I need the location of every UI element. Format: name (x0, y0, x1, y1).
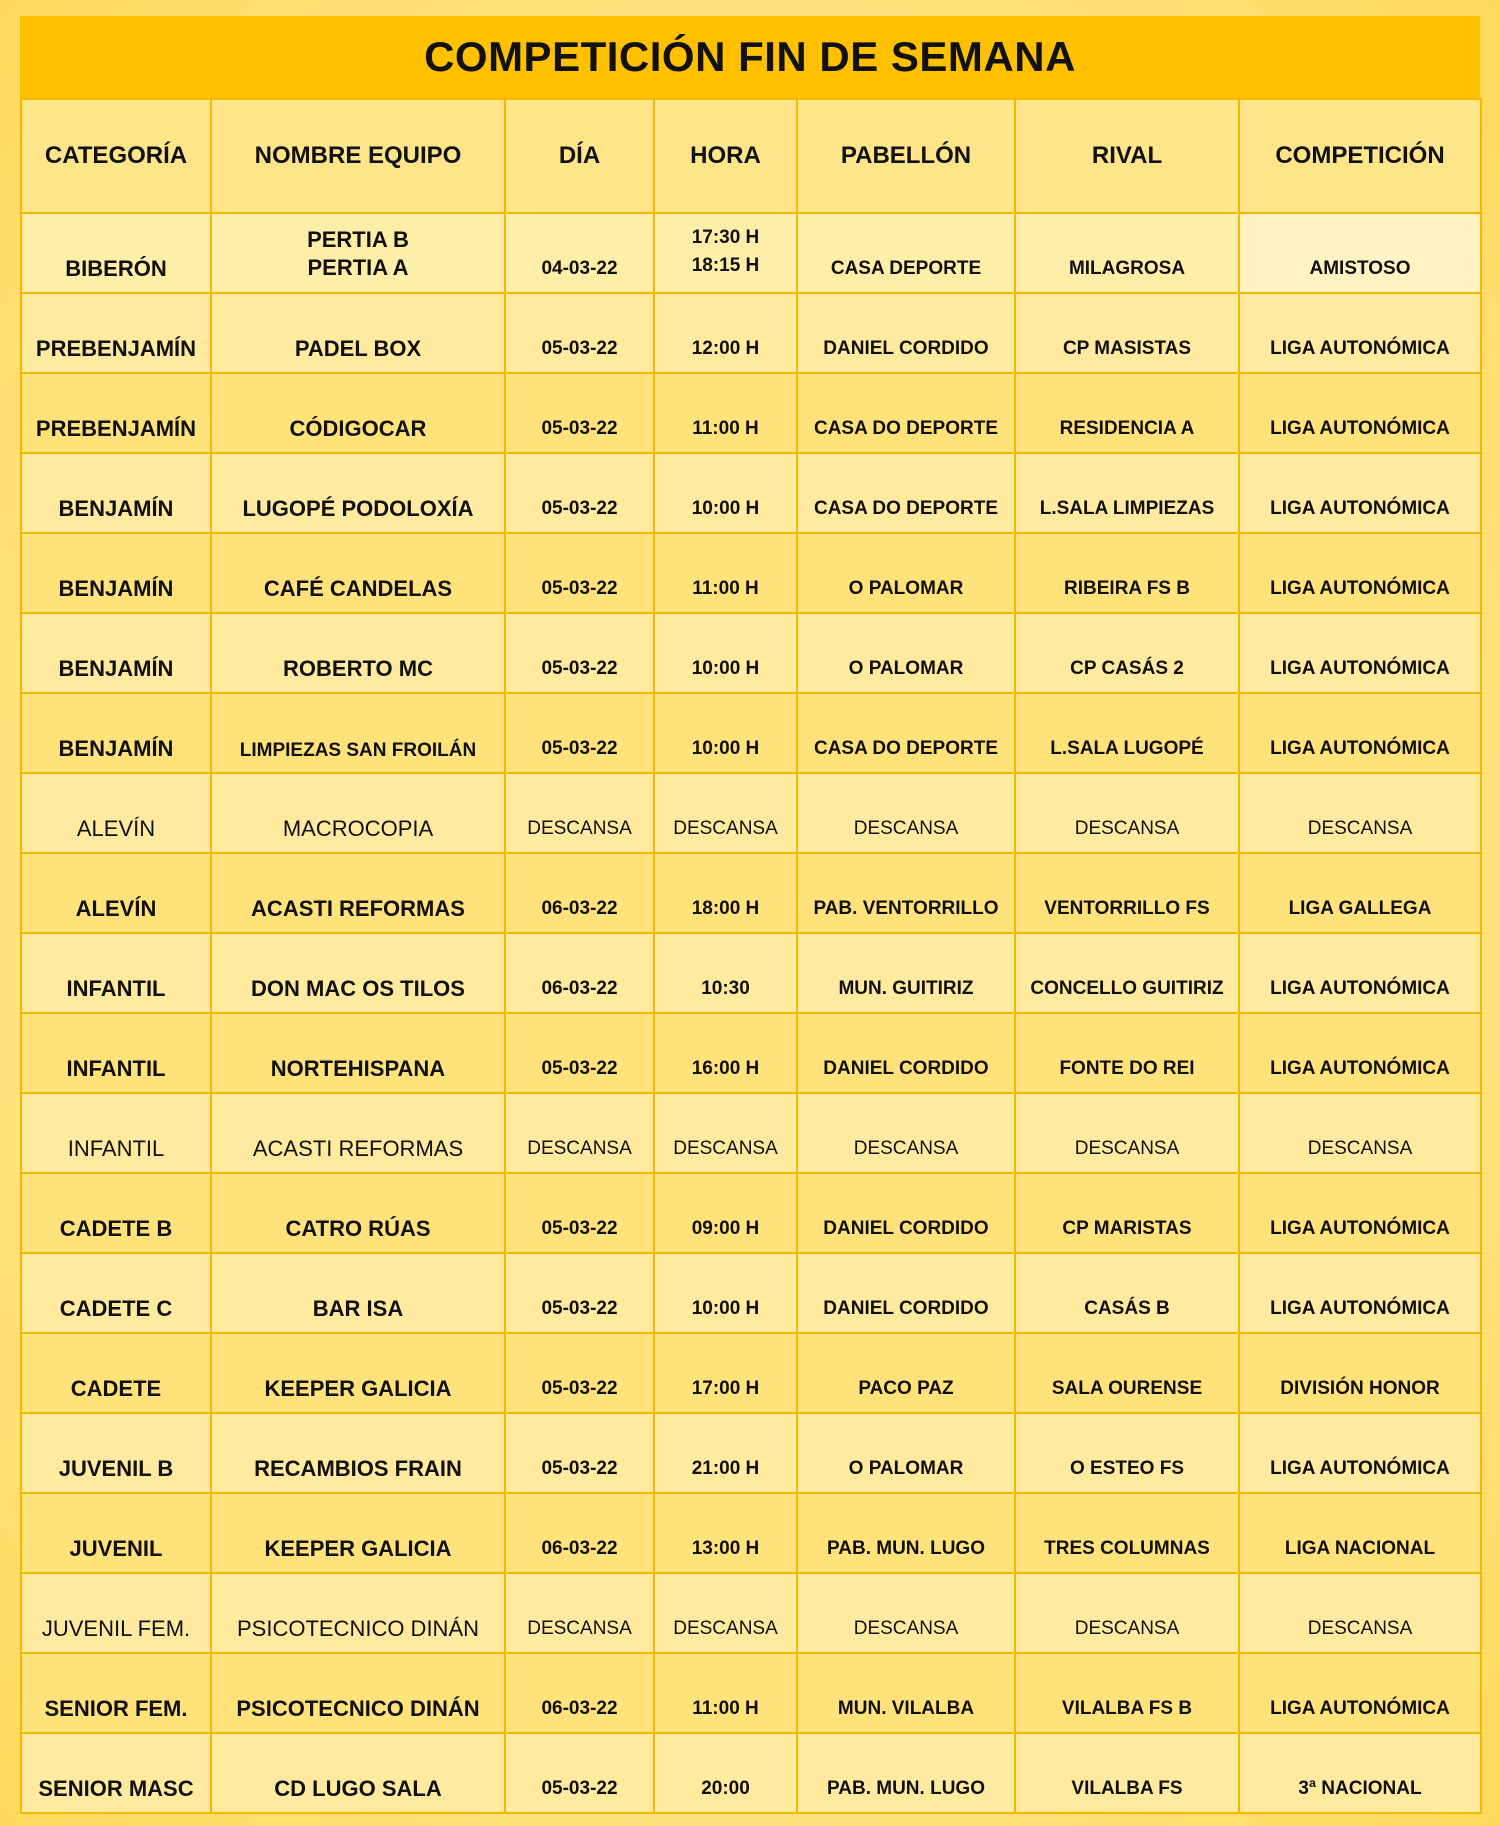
cell-pabellon: DESCANSA (797, 773, 1015, 853)
title-bar (20, 16, 1480, 98)
cell-hora (654, 213, 797, 293)
cell-hora: DESCANSA (654, 773, 797, 853)
page-title: COMPETICIÓN FIN DE SEMANA (424, 33, 1076, 80)
cell-competicion: DESCANSA (1239, 1573, 1481, 1653)
cell-dia: 05-03-22 (505, 1333, 654, 1413)
cell-rival: DESCANSA (1015, 1573, 1239, 1653)
cell-categoria: PREBENJAMÍN (21, 293, 211, 373)
cell-dia: 06-03-22 (505, 1493, 654, 1573)
cell-hora: 11:00 H (654, 1653, 797, 1733)
cell-hora: 17:00 H (654, 1333, 797, 1413)
cell-hora: 09:00 H (654, 1173, 797, 1253)
table-row (21, 373, 1481, 453)
cell-rival: VENTORRILLO FS (1015, 853, 1239, 933)
cell-nombre-equipo: PADEL BOX (211, 293, 505, 373)
cell-pabellon: O PALOMAR (797, 533, 1015, 613)
cell-hora: 10:00 H (654, 613, 797, 693)
table-row (21, 1573, 1481, 1653)
cell-nombre-equipo: CAFÉ CANDELAS (211, 533, 505, 613)
cell-competicion: LIGA AUTONÓMICA (1239, 1653, 1481, 1733)
table-row (21, 293, 1481, 373)
cell-hora: 10:00 H (654, 693, 797, 773)
cell-pabellon: PAB. MUN. LUGO (797, 1733, 1015, 1813)
cell-nombre-equipo: RECAMBIOS FRAIN (211, 1413, 505, 1493)
table-row (21, 213, 1481, 293)
cell-rival: TRES COLUMNAS (1015, 1493, 1239, 1573)
cell-rival: DESCANSA (1015, 1093, 1239, 1173)
cell-hora: DESCANSA (654, 1093, 797, 1173)
cell-competicion: LIGA AUTONÓMICA (1239, 693, 1481, 773)
header-rival: RIVAL (1015, 99, 1239, 213)
cell-hora: 18:00 H (654, 853, 797, 933)
cell-nombre-equipo: CD LUGO SALA (211, 1733, 505, 1813)
table-row (21, 1493, 1481, 1573)
cell-rival: VILALBA FS B (1015, 1653, 1239, 1733)
cell-nombre-equipo (211, 213, 505, 293)
cell-pabellon: DESCANSA (797, 1093, 1015, 1173)
cell-competicion: LIGA AUTONÓMICA (1239, 453, 1481, 533)
cell-categoria: SENIOR MASC (21, 1733, 211, 1813)
cell-hora: DESCANSA (654, 1573, 797, 1653)
cell-nombre-equipo: ACASTI REFORMAS (211, 853, 505, 933)
cell-hora: 16:00 H (654, 1013, 797, 1093)
cell-nombre-equipo: ROBERTO MC (211, 613, 505, 693)
cell-dia: 05-03-22 (505, 1013, 654, 1093)
header-dia: DÍA (505, 99, 654, 213)
cell-categoria: INFANTIL (21, 1093, 211, 1173)
cell-competicion: LIGA AUTONÓMICA (1239, 533, 1481, 613)
cell-pabellon: CASA DO DEPORTE (797, 693, 1015, 773)
cell-rival: FONTE DO REI (1015, 1013, 1239, 1093)
cell-dia: 05-03-22 (505, 1733, 654, 1813)
cell-pabellon: MUN. GUITIRIZ (797, 933, 1015, 1013)
cell-rival: CP CASÁS 2 (1015, 613, 1239, 693)
team-name-line: PERTIA B (307, 227, 409, 252)
cell-nombre-equipo: LUGOPÉ PODOLOXÍA (211, 453, 505, 533)
cell-hora: 21:00 H (654, 1413, 797, 1493)
cell-rival: O ESTEO FS (1015, 1413, 1239, 1493)
table-row (21, 853, 1481, 933)
cell-dia: 05-03-22 (505, 693, 654, 773)
table-row (21, 1253, 1481, 1333)
header-competicion: COMPETICIÓN (1239, 99, 1481, 213)
cell-categoria: PREBENJAMÍN (21, 373, 211, 453)
cell-competicion: LIGA AUTONÓMICA (1239, 1013, 1481, 1093)
cell-pabellon: DANIEL CORDIDO (797, 293, 1015, 373)
cell-categoria: BENJAMÍN (21, 453, 211, 533)
table-row (21, 1173, 1481, 1253)
cell-categoria: JUVENIL (21, 1493, 211, 1573)
table-row (21, 773, 1481, 853)
cell-competicion: DESCANSA (1239, 773, 1481, 853)
hour-line: 17:30 H (691, 227, 760, 248)
cell-categoria: BIBERÓN (21, 213, 211, 293)
cell-pabellon: PACO PAZ (797, 1333, 1015, 1413)
cell-categoria: JUVENIL FEM. (21, 1573, 211, 1653)
cell-rival: SALA OURENSE (1015, 1333, 1239, 1413)
cell-nombre-equipo: BAR ISA (211, 1253, 505, 1333)
cell-pabellon: CASA DO DEPORTE (797, 453, 1015, 533)
cell-hora: 13:00 H (654, 1493, 797, 1573)
cell-dia: 05-03-22 (505, 533, 654, 613)
cell-dia: DESCANSA (505, 1093, 654, 1173)
cell-competicion: LIGA AUTONÓMICA (1239, 1173, 1481, 1253)
cell-nombre-equipo: DON MAC OS TILOS (211, 933, 505, 1013)
cell-rival: CASÁS B (1015, 1253, 1239, 1333)
cell-rival: DESCANSA (1015, 773, 1239, 853)
cell-rival: VILALBA FS (1015, 1733, 1239, 1813)
cell-categoria: ALEVÍN (21, 853, 211, 933)
cell-rival: MILAGROSA (1015, 213, 1239, 293)
table-row (21, 613, 1481, 693)
cell-nombre-equipo: NORTEHISPANA (211, 1013, 505, 1093)
cell-dia: DESCANSA (505, 1573, 654, 1653)
cell-categoria: BENJAMÍN (21, 533, 211, 613)
cell-hora: 20:00 (654, 1733, 797, 1813)
cell-dia: 05-03-22 (505, 1253, 654, 1333)
table-row (21, 1013, 1481, 1093)
cell-nombre-equipo: KEEPER GALICIA (211, 1493, 505, 1573)
schedule-table (20, 98, 1482, 1814)
cell-hora: 11:00 H (654, 533, 797, 613)
cell-categoria: CADETE (21, 1333, 211, 1413)
cell-dia: 05-03-22 (505, 613, 654, 693)
cell-nombre-equipo: PSICOTECNICO DINÁN (211, 1653, 505, 1733)
cell-pabellon: PAB. VENTORRILLO (797, 853, 1015, 933)
cell-pabellon: DANIEL CORDIDO (797, 1253, 1015, 1333)
cell-nombre-equipo: CÓDIGOCAR (211, 373, 505, 453)
header-pabellon: PABELLÓN (797, 99, 1015, 213)
cell-hora: 10:00 H (654, 1253, 797, 1333)
hour-line: 18:15 H (691, 255, 760, 276)
cell-hora: 11:00 H (654, 373, 797, 453)
table-header (21, 99, 1481, 213)
cell-nombre-equipo: KEEPER GALICIA (211, 1333, 505, 1413)
table-row (21, 933, 1481, 1013)
cell-nombre-equipo: CATRO RÚAS (211, 1173, 505, 1253)
cell-competicion: LIGA AUTONÓMICA (1239, 373, 1481, 453)
cell-dia: 05-03-22 (505, 293, 654, 373)
cell-dia: 04-03-22 (505, 213, 654, 293)
cell-categoria: BENJAMÍN (21, 693, 211, 773)
cell-categoria: SENIOR FEM. (21, 1653, 211, 1733)
cell-competicion: LIGA AUTONÓMICA (1239, 613, 1481, 693)
cell-pabellon: DANIEL CORDIDO (797, 1173, 1015, 1253)
cell-categoria: ALEVÍN (21, 773, 211, 853)
table-row (21, 1093, 1481, 1173)
cell-rival: CP MARISTAS (1015, 1173, 1239, 1253)
cell-rival: L.SALA LUGOPÉ (1015, 693, 1239, 773)
cell-competicion: DESCANSA (1239, 1093, 1481, 1173)
cell-categoria: CADETE C (21, 1253, 211, 1333)
cell-competicion: LIGA AUTONÓMICA (1239, 1253, 1481, 1333)
cell-nombre-equipo: ACASTI REFORMAS (211, 1093, 505, 1173)
table-row (21, 693, 1481, 773)
cell-categoria: BENJAMÍN (21, 613, 211, 693)
cell-competicion: AMISTOSO (1239, 213, 1481, 293)
cell-dia: DESCANSA (505, 773, 654, 853)
table-row (21, 453, 1481, 533)
cell-dia: 06-03-22 (505, 1653, 654, 1733)
table-row (21, 1333, 1481, 1413)
team-name-line: PERTIA A (307, 255, 409, 280)
cell-nombre-equipo: MACROCOPIA (211, 773, 505, 853)
cell-competicion: LIGA GALLEGA (1239, 853, 1481, 933)
header-nombre-equipo: NOMBRE EQUIPO (211, 99, 505, 213)
cell-pabellon: CASA DEPORTE (797, 213, 1015, 293)
cell-pabellon: PAB. MUN. LUGO (797, 1493, 1015, 1573)
cell-hora: 10:00 H (654, 453, 797, 533)
cell-competicion: DIVISIÓN HONOR (1239, 1333, 1481, 1413)
cell-pabellon: O PALOMAR (797, 1413, 1015, 1493)
cell-competicion: 3ª NACIONAL (1239, 1733, 1481, 1813)
cell-dia: 05-03-22 (505, 373, 654, 453)
cell-competicion: LIGA AUTONÓMICA (1239, 293, 1481, 373)
table-body (21, 213, 1481, 1813)
cell-pabellon: DANIEL CORDIDO (797, 1013, 1015, 1093)
cell-categoria: CADETE B (21, 1173, 211, 1253)
cell-categoria: INFANTIL (21, 933, 211, 1013)
table-row (21, 1413, 1481, 1493)
cell-pabellon: CASA DO DEPORTE (797, 373, 1015, 453)
cell-dia: 05-03-22 (505, 1413, 654, 1493)
cell-nombre-equipo: PSICOTECNICO DINÁN (211, 1573, 505, 1653)
table-row (21, 533, 1481, 613)
cell-rival: RIBEIRA FS B (1015, 533, 1239, 613)
header-categoria: CATEGORÍA (21, 99, 211, 213)
cell-competicion: LIGA NACIONAL (1239, 1493, 1481, 1573)
cell-rival: CONCELLO GUITIRIZ (1015, 933, 1239, 1013)
cell-rival: CP MASISTAS (1015, 293, 1239, 373)
cell-categoria: INFANTIL (21, 1013, 211, 1093)
cell-rival: RESIDENCIA A (1015, 373, 1239, 453)
cell-competicion: LIGA AUTONÓMICA (1239, 1413, 1481, 1493)
cell-competicion: LIGA AUTONÓMICA (1239, 933, 1481, 1013)
table-row (21, 1733, 1481, 1813)
cell-hora: 10:30 (654, 933, 797, 1013)
cell-pabellon: MUN. VILALBA (797, 1653, 1015, 1733)
cell-dia: 05-03-22 (505, 1173, 654, 1253)
cell-pabellon: DESCANSA (797, 1573, 1015, 1653)
cell-dia: 06-03-22 (505, 853, 654, 933)
cell-hora: 12:00 H (654, 293, 797, 373)
cell-dia: 06-03-22 (505, 933, 654, 1013)
cell-rival: L.SALA LIMPIEZAS (1015, 453, 1239, 533)
schedule-sheet (20, 16, 1480, 1816)
cell-dia: 05-03-22 (505, 453, 654, 533)
cell-pabellon: O PALOMAR (797, 613, 1015, 693)
table-row (21, 1653, 1481, 1733)
cell-nombre-equipo: LIMPIEZAS SAN FROILÁN (211, 693, 505, 773)
cell-categoria: JUVENIL B (21, 1413, 211, 1493)
header-hora: HORA (654, 99, 797, 213)
